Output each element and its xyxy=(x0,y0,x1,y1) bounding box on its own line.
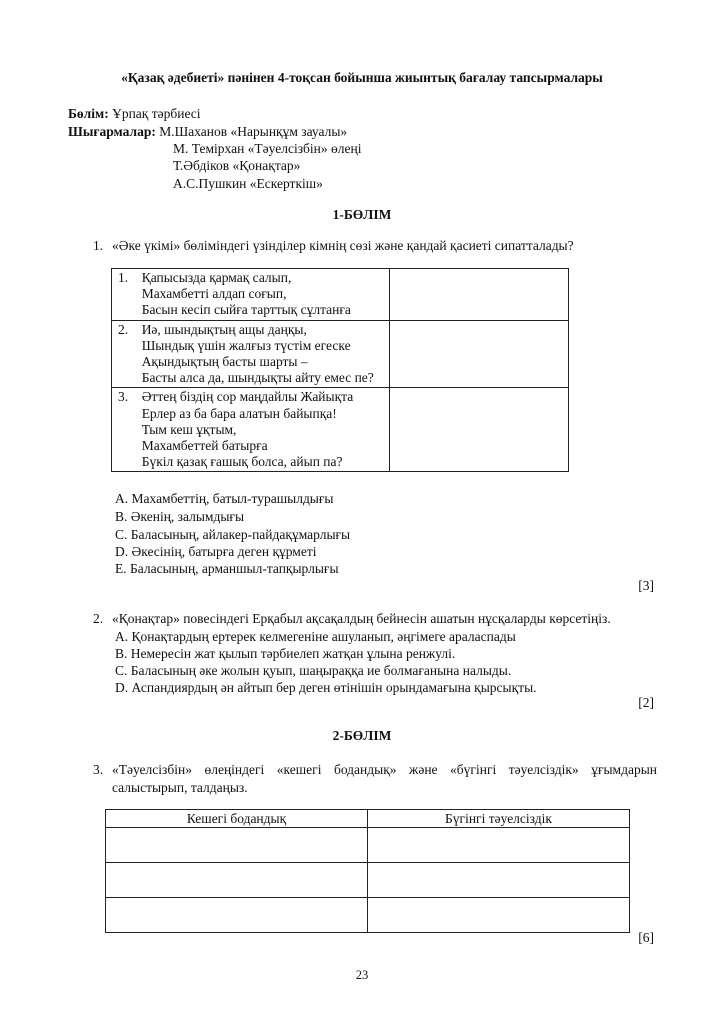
q2-option-d[interactable]: D. Аспандиярдың ән айтып бер деген өтінішін орындамағына қырсықты. xyxy=(115,680,537,695)
excerpt-line: Әттең біздің сор маңдайлы Жайықта xyxy=(141,389,354,405)
excerpt-line: Махамбеттей батырға xyxy=(141,438,268,454)
page-number: 23 xyxy=(355,968,369,982)
excerpt-number: 2. xyxy=(112,320,140,388)
excerpt-line: Шындық үшін жалғыз түстім егеске xyxy=(141,337,351,353)
column-header: Кешегі бодандық xyxy=(106,810,368,828)
comparison-table xyxy=(105,809,630,933)
q2-text: «Қонақтар» повесіндегі Ерқабыл ақсақалдың бейнесін ашатын нұсқаларды көрсетіңіз. xyxy=(112,611,611,626)
work-item: М.Шаханов «Нарынқұм зауалы» xyxy=(159,124,348,139)
works-line xyxy=(68,124,347,140)
table-row xyxy=(112,269,569,321)
q1-mark: [3] xyxy=(638,578,654,593)
excerpt-line: Махамбетті алдап соғып, xyxy=(141,286,287,302)
part2-title: 2-БӨЛІМ xyxy=(332,728,392,743)
work-item: Т.Әбдіков «Қонақтар» xyxy=(173,158,301,173)
table-header-row xyxy=(106,810,630,828)
excerpt-line: Ерлер аз ба бара алатын байыпқа! xyxy=(141,405,337,421)
q1-option-b[interactable]: B. Әкенің, залымдығы xyxy=(115,509,245,524)
q2-option-b[interactable]: B. Немересін жат қылып тәрбиелеп жатқан ұлына ренжулі. xyxy=(115,646,456,661)
excerpt-line: Бүкіл қазақ ғашық болса, айып па? xyxy=(141,454,343,470)
q3-text-line2: салыстырып, талдаңыз. xyxy=(112,780,248,795)
work-item: А.С.Пушкин «Ескерткіш» xyxy=(173,176,323,191)
excerpt-text xyxy=(140,269,390,321)
q1-text: «Әке үкімі» бөліміндегі үзінділер кімнің сөзі және қандай қасиеті сипатталады? xyxy=(112,238,574,253)
section-value: Ұрпақ тәрбиесі xyxy=(112,106,201,121)
q1-option-a[interactable]: A. Махамбеттің, батыл-турашылдығы xyxy=(115,491,334,506)
excerpt-line: Ақындықтың басты шарты – xyxy=(141,354,308,370)
excerpt-line: Иә, шындықтың ащы даңқы, xyxy=(141,321,307,337)
answer-cell[interactable] xyxy=(368,828,630,863)
work-item: М. Темірхан «Тәуелсізбін» өлеңі xyxy=(173,141,362,156)
excerpt-text xyxy=(140,388,390,472)
answer-cell[interactable] xyxy=(106,898,368,933)
table-row xyxy=(112,320,569,388)
section-label: Бөлім: xyxy=(68,106,109,121)
q2-number: 2. xyxy=(93,611,104,626)
q3-mark: [6] xyxy=(638,930,654,945)
answer-cell[interactable] xyxy=(390,269,569,321)
excerpt-line: Қапысызда қармақ салып, xyxy=(141,270,292,285)
q1-option-c[interactable]: C. Баласының, айлакер-пайдақұмарлығы xyxy=(115,527,351,542)
answer-cell[interactable] xyxy=(368,863,630,898)
q2-mark: [2] xyxy=(638,695,654,710)
column-header: Бүгінгі тәуелсіздік xyxy=(368,810,630,828)
answer-cell[interactable] xyxy=(390,320,569,388)
excerpt-number: 3. xyxy=(112,388,140,472)
document-title: «Қазақ әдебиеті» пәнінен 4-тоқсан бойынша жиынтық бағалау тапсырмалары xyxy=(121,70,603,85)
q1-option-d[interactable]: D. Әкесінің, батырға деген құрметі xyxy=(115,544,317,559)
table-row xyxy=(106,863,630,898)
excerpt-line: Басын кесіп сыйға тарттық сұлтанға xyxy=(141,302,351,318)
q2-option-c[interactable]: C. Баласының әке жолын қуып, шаңыраққа ие болмағанына налыды. xyxy=(115,663,512,678)
q1-number: 1. xyxy=(93,238,104,253)
excerpt-number: 1. xyxy=(112,269,140,321)
works-label: Шығармалар: xyxy=(68,124,156,139)
excerpt-line: Тым кеш ұқтым, xyxy=(141,421,237,437)
table-row xyxy=(106,898,630,933)
q1-option-e[interactable]: E. Баласының, арманшыл-тапқырлығы xyxy=(115,561,339,576)
excerpt-line: Басты алса да, шындықты айту емес пе? xyxy=(141,370,374,386)
answer-cell[interactable] xyxy=(106,828,368,863)
q2-option-a[interactable]: A. Қонақтардың ертерек келмегеніне ашуланып, әңгімеге араласпады xyxy=(115,629,516,644)
q3-number: 3. xyxy=(93,762,104,777)
table-row xyxy=(106,828,630,863)
excerpts-table xyxy=(111,268,569,472)
answer-cell[interactable] xyxy=(368,898,630,933)
q3-text-line1: «Тәуелсізбін» өлеңіндегі «кешегі бодандық» және «бүгінгі тәуелсіздік» ұғымдарын xyxy=(112,762,657,777)
excerpt-text xyxy=(140,320,390,388)
answer-cell[interactable] xyxy=(106,863,368,898)
table-row xyxy=(112,388,569,472)
section-line xyxy=(68,106,201,122)
answer-cell[interactable] xyxy=(390,388,569,472)
part1-title: 1-БӨЛІМ xyxy=(332,207,392,222)
